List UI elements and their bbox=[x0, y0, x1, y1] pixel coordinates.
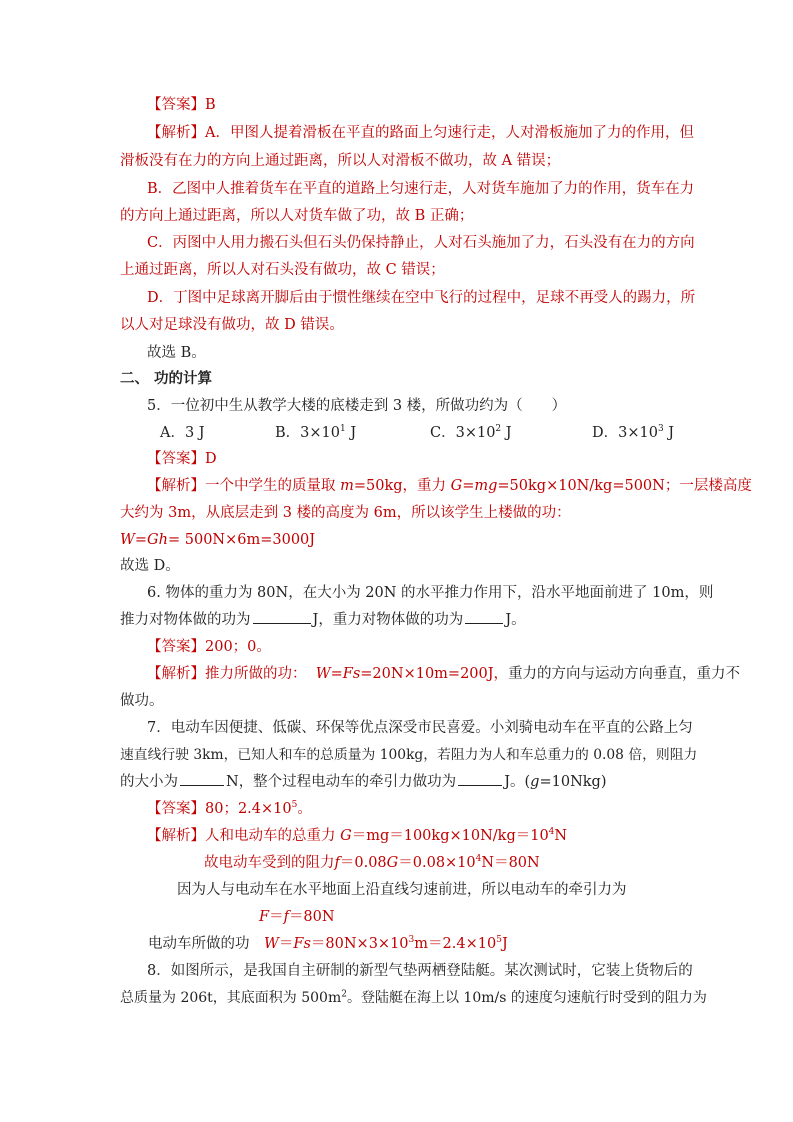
option-d: D．$3\times 10^3$ J bbox=[592, 424, 675, 441]
option-c: C．$3\times 10^2$ J bbox=[430, 424, 512, 441]
question-7-line-1: 7．电动车因便捷、低碳、环保等优点深受市民喜爱。小刘骑电动车在平直的公路上匀 bbox=[147, 720, 693, 736]
explanation-4-line-5: C．丙图中人用力搬石头但石头仍保持静止，人对石头施加了力，石头没有在力的方向 bbox=[147, 235, 695, 251]
blank-6-1[interactable] bbox=[253, 623, 311, 624]
explanation-4-line-7: D．丁图中足球离开脚后由于惯性继续在空中飞行的过程中，足球不再受人的踢力，所 bbox=[147, 290, 696, 306]
explanation-7-line-2: 故电动车受到的阻力$f=0.08G=0.08\times 10^4N=80N$ bbox=[204, 854, 540, 871]
section-heading: 二、 功的计算 bbox=[120, 370, 213, 387]
explanation-4-line-2: 滑板没有在力的方向上通过距离，所以人对滑板不做功，故 A 错误； bbox=[120, 153, 561, 169]
explanation-5-line-3: W=Gh= 500N×6m=3000J bbox=[120, 532, 316, 548]
explanation-7-line-4: F＝f＝80N bbox=[259, 909, 335, 925]
explanation-7-line-1: 【解析】人和电动车的总重力 $G=mg=100kg\times 10N/kg=10^4N$ bbox=[147, 827, 568, 844]
question-8-line-1: 8．如图所示，是我国自主研制的新型气垫两栖登陆艇。某次测试时，它装上货物后的 bbox=[147, 963, 693, 979]
explanation-5-line-1: 【解析】一个中学生的质量取 m=50kg，重力 G=mg=50kg×10N/kg=500N；一层楼高度 bbox=[147, 478, 752, 494]
explanation-6-line-1: 【解析】推力所做的功： W=Fs=20N×10m=200J，重力的方向与运动方向垂直，重力不 bbox=[147, 666, 741, 682]
question-6-line-1: 6. 物体的重力为 80N，在大小为 20N 的水平推力作用下，沿水平地面前进了 10m，则 bbox=[147, 585, 714, 601]
explanation-4-line-6: 上通过距离，所以人对石头没有做功，故 C 错误； bbox=[120, 262, 445, 278]
answer-7: 【答案】80；$2.4\times 10^5$。 bbox=[147, 800, 312, 817]
option-a: A．3 J bbox=[160, 425, 205, 441]
blank-6-2[interactable] bbox=[465, 623, 503, 624]
blank-7-2[interactable] bbox=[458, 785, 502, 786]
conclusion-5: 故选 D。 bbox=[120, 558, 180, 574]
answer-6: 【答案】200；0。 bbox=[147, 639, 271, 655]
answer-5: 【答案】D bbox=[147, 451, 217, 467]
question-7-line-3: 的大小为 N，整个过程电动车的牵引力做功为 J。(g=10Nkg) bbox=[120, 774, 607, 790]
question-5: 5．一位初中生从教学大楼的底楼走到 3 楼，所做功约为（ ） bbox=[147, 398, 567, 414]
question-6-line-2: 推力对物体做的功为 J，重力对物体做的功为 J。 bbox=[120, 612, 526, 628]
question-7-line-2: 速直线行驶 3km，已知人和车的总质量为 100kg，若阻力为人和车总重力的 0.08 倍，则阻力 bbox=[120, 747, 698, 763]
question-8-line-2: 总质量为 206t，其底面积为 $500m^2$。登陆艇在海上以 10m/s 的速度匀速航行时受到的阻力为 bbox=[120, 989, 707, 1006]
explanation-7-line-5: 电动车所做的功 $W=Fs=80N\times 3\times 10^3m=2.4\times 10^5J$ bbox=[148, 935, 508, 952]
explanation-4-line-4: 的方向上通过距离，所以人对货车做了功，故 B 正确； bbox=[120, 208, 474, 224]
explanation-4-line-8: 以人对足球没有做功，故 D 错误。 bbox=[120, 317, 344, 333]
explanation-7-line-3: 因为人与电动车在水平地面上沿直线匀速前进，所以电动车的牵引力为 bbox=[177, 882, 627, 898]
conclusion-4: 故选 B。 bbox=[147, 345, 206, 361]
explanation-4-line-3: B．乙图中人推着货车在平直的道路上匀速行走，人对货车施加了力的作用，货车在力 bbox=[147, 181, 695, 197]
answer-4: 【答案】B bbox=[147, 97, 216, 113]
explanation-6-line-2: 做功。 bbox=[120, 693, 164, 709]
option-b: B．$3\times 10^1$ J bbox=[275, 424, 357, 441]
blank-7-1[interactable] bbox=[180, 785, 224, 786]
explanation-4-line-1: 【解析】A．甲图人提着滑板在平直的路面上匀速行走，人对滑板施加了力的作用，但 bbox=[147, 125, 694, 141]
explanation-5-line-2: 大约为 3m，从底层走到 3 楼的高度为 6m，所以该学生上楼做的功： bbox=[120, 505, 571, 521]
